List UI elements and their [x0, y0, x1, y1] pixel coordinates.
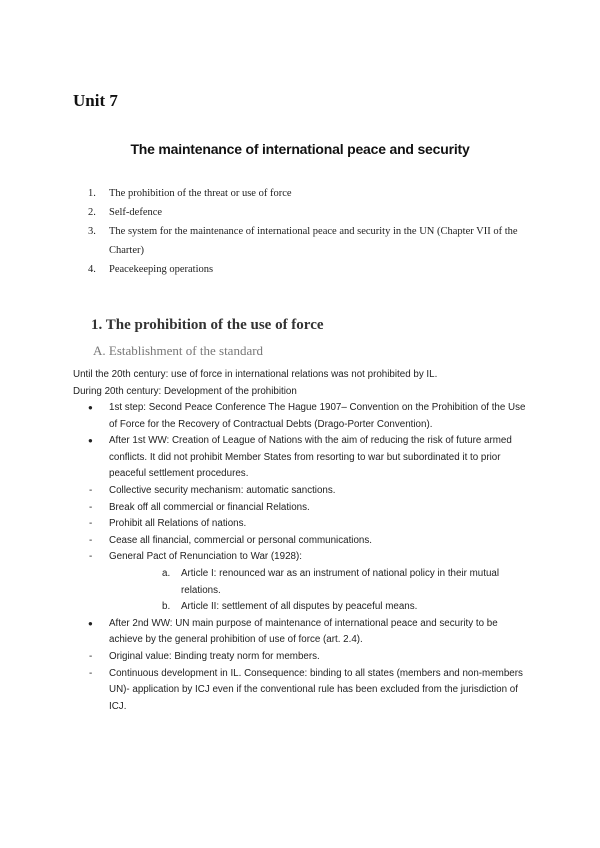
dash-marker: - — [89, 650, 93, 662]
list-item-text: Prohibit all Relations of nations. — [109, 518, 247, 530]
intro-line: During 20th century: Development of the prohibition — [73, 386, 297, 397]
body-text — [73, 366, 533, 715]
toc-item — [88, 184, 528, 203]
unit-title: Unit 7 — [73, 91, 118, 110]
dash-marker: - — [89, 534, 93, 546]
item-list — [73, 616, 533, 716]
toc-number: 1. — [88, 188, 96, 199]
sub-list-item-text: Article II: settlement of all disputes by peaceful means. — [181, 601, 418, 613]
toc-item — [88, 222, 528, 260]
list-item — [73, 400, 533, 433]
intro-line: Until the 20th century: use of force in international relations was not prohibited by IL. — [73, 369, 438, 380]
bullet-marker: ● — [88, 403, 93, 412]
toc-number: 4. — [88, 264, 96, 275]
letter-marker: b. — [162, 601, 171, 613]
list-item — [73, 533, 533, 550]
dash-marker: - — [89, 518, 93, 530]
document-title: The maintenance of international peace and security — [130, 141, 470, 157]
toc-text: The system for the maintenance of international peace and security in the UN (Chapter VII of the Charter) — [109, 226, 518, 256]
list-item — [73, 616, 533, 649]
dash-marker: - — [89, 484, 93, 496]
list-item-text: Break off all commercial or financial Relations. — [109, 501, 310, 513]
list-item-text: After 1st WW: Creation of League of Nations with the aim of reducing the risk of future armed conflicts. It did not prohibit Member States from resorting to war but subordinated it to prior peaceful settlement procedures. — [109, 435, 512, 480]
toc-text: Peacekeeping operations — [109, 264, 214, 275]
list-item-text: Cease all financial, commercial or personal communications. — [109, 534, 372, 546]
sub-list-item — [73, 566, 533, 599]
bullet-marker: ● — [88, 618, 93, 628]
table-of-contents — [88, 184, 528, 279]
list-item — [73, 433, 533, 483]
list-item — [73, 666, 533, 716]
dash-marker: - — [89, 501, 93, 513]
toc-text: The prohibition of the threat or use of force — [109, 188, 292, 199]
list-item — [73, 500, 533, 517]
bullet-marker: ● — [88, 436, 93, 446]
subsection-heading: A. Establishment of the standard — [93, 343, 264, 358]
toc-number: 3. — [88, 226, 96, 237]
list-item — [73, 549, 533, 566]
toc-text: Self-defence — [109, 207, 163, 218]
list-item-text: 1st step: Second Peace Conference The Hague 1907– Convention on the Prohibition of the Use of Force for the Recovery of Contractual Debts (Drago-Porter Convention). — [109, 402, 526, 430]
sub-list — [73, 566, 533, 616]
list-item-text: General Pact of Renunciation to War (1928): — [109, 551, 302, 563]
dash-marker: - — [89, 667, 93, 679]
toc-number: 2. — [88, 207, 96, 218]
item-list — [73, 400, 533, 566]
list-item-text: Continuous development in IL. Consequence: binding to all states (members and non-members UN)- application by ICJ even if the conventional rule has been excluded from the jurisdiction of ICJ. — [109, 667, 523, 712]
section-heading: 1. The prohibition of the use of force — [91, 317, 324, 333]
toc-item — [88, 260, 528, 279]
list-item-text: Collective security mechanism: automatic sanctions. — [109, 484, 336, 496]
list-item — [73, 649, 533, 666]
toc-item — [88, 203, 528, 222]
list-item — [73, 483, 533, 500]
letter-marker: a. — [162, 567, 171, 579]
sub-list-item-text: Article I: renounced war as an instrument of national policy in their mutual relations. — [181, 567, 500, 596]
list-item-text: Original value: Binding treaty norm for members. — [109, 650, 320, 662]
list-item — [73, 516, 533, 533]
sub-list-item — [73, 599, 533, 616]
list-item-text: After 2nd WW: UN main purpose of maintenance of international peace and security to be achieve by the general prohibition of use of force (art. 2.4). — [109, 617, 498, 646]
dash-marker: - — [89, 551, 93, 563]
